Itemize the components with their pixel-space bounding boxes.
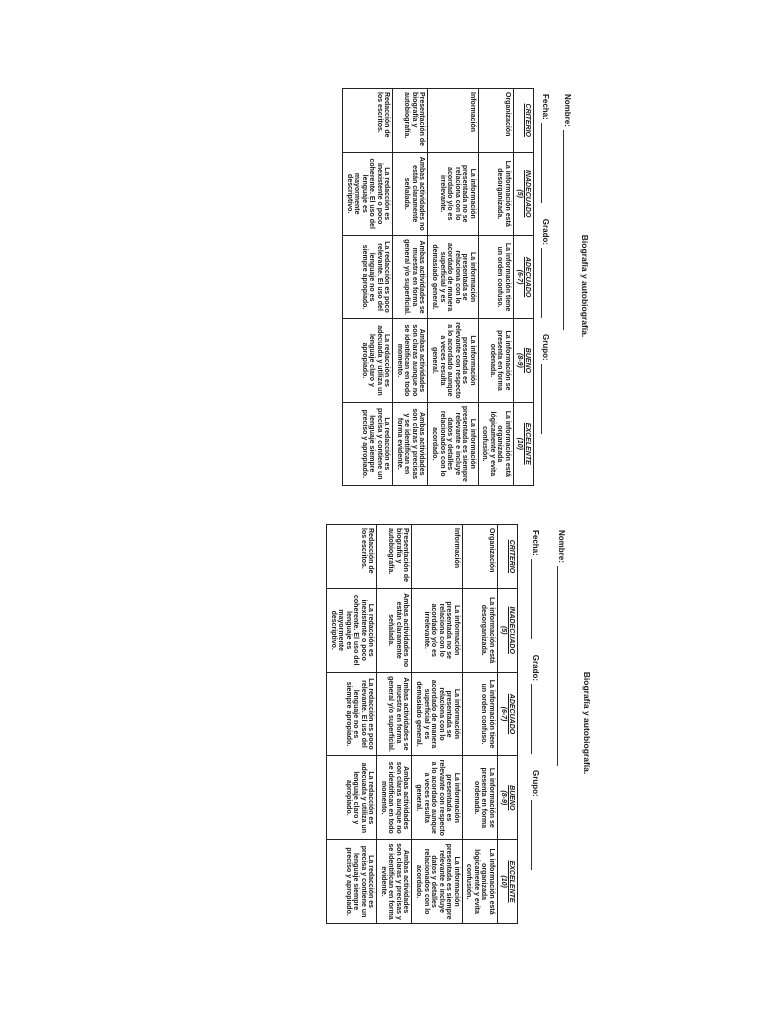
table-cell: La información presentada es siempre relevante e incluye datos y detalles relacionados con lo acordado. — [428, 402, 478, 485]
table-row — [462, 525, 497, 924]
header-bueno: BUENO (8-9) — [513, 319, 533, 402]
table-cell: La información está organizada lógicamente y evita confusión. — [478, 402, 513, 485]
nombre-line — [557, 566, 558, 766]
table-row — [393, 89, 428, 486]
header-row — [497, 525, 517, 924]
table-cell: La redacción es adecuada y utiliza un lenguaje claro y apropiado. — [342, 319, 392, 402]
table-row — [478, 89, 513, 486]
fecha-grado-grupo-row — [531, 530, 540, 920]
header-excelente: EXCELENTE (10) — [513, 402, 533, 485]
rubric-table — [342, 88, 534, 486]
table-row — [377, 525, 412, 924]
table-cell: Ambas actividades son claras aunque no se identifican en todo momento. — [393, 319, 428, 402]
table-cell: La información está desorganizada. — [478, 152, 513, 235]
grupo-field: Grupo: — [541, 334, 550, 434]
criterio-cell: Redacción de los escritos. — [326, 525, 376, 589]
criterio-cell: Información — [428, 89, 478, 153]
table-cell: La información tiene un orden confuso. — [462, 672, 497, 756]
table-cell: Ambas actividades se muestra en forma general y/o superficial. — [377, 672, 412, 756]
table-cell: La información está desorganizada. — [462, 588, 497, 672]
header-excelente: EXCELENTE (10) — [497, 840, 517, 924]
header-criterio: CRITERIO — [513, 89, 533, 153]
grado-field: Grado: — [541, 219, 550, 318]
table-cell: La información está organizada lógicamente y evita confusión. — [462, 840, 497, 924]
table-cell: La información se presenta en forma ordenada. — [478, 319, 513, 402]
table-cell: La información presentada es relevante con respecto a lo acordado aunque a veces resulta general. — [428, 319, 478, 402]
table-cell: Ambas actividades son claras y precisas y se identifican en forma evidente. — [393, 402, 428, 485]
nombre-field — [557, 530, 566, 920]
table-cell: La información presentada no se relaciona con lo acordado y/o es irrelevante. — [412, 588, 462, 672]
header-row — [513, 89, 533, 486]
table-cell: La información se presenta en forma ordenada. — [462, 756, 497, 840]
table-row — [342, 89, 392, 486]
table-cell: La redacción es precisa y contiene un lenguaje siempre preciso y apropiado. — [342, 402, 392, 485]
criterio-cell: Presentación de biografía y autobiografía. — [393, 89, 428, 153]
table-cell: La información presentada se relaciona con lo acordado de manera superficial y es demasiado general. — [412, 672, 462, 756]
fecha-field: Fecha: — [531, 530, 540, 639]
table-row — [428, 89, 478, 486]
criterio-cell: Redacción de los escritos. — [342, 89, 392, 153]
criterio-cell: Información — [412, 525, 462, 589]
table-cell: Ambas actividades no están claramente señalada. — [377, 588, 412, 672]
table-cell: La redacción es precisa y contiene un lenguaje siempre preciso y apropiado. — [326, 840, 376, 924]
table-cell: Ambas actividades son claras y precisas y se identifican en forma evidente. — [377, 840, 412, 924]
table-cell: La redacción es adecuada y utiliza un lenguaje claro y apropiado. — [326, 756, 376, 840]
grado-field: Grado: — [531, 655, 540, 754]
table-cell: La información presentada no se relaciona con lo acordado y/o es irrelevante. — [428, 152, 478, 235]
fecha-field: Fecha: — [541, 94, 550, 203]
header-adecuado: ADECUADO (6-7) — [513, 235, 533, 318]
table-row — [412, 525, 462, 924]
table-row — [326, 525, 376, 924]
nombre-label: Nombre: — [557, 530, 566, 563]
table-cell: La información presentada es relevante con respecto a lo acordado aunque a veces resulta general. — [412, 756, 462, 840]
nombre-field — [563, 94, 572, 482]
header-inadecuado: INADECUADO (5) — [497, 588, 517, 672]
header-bueno: BUENO (8-9) — [497, 756, 517, 840]
table-cell: La información presentada se relaciona con lo acordado de manera superficial y es demasiado general. — [428, 235, 478, 318]
rotated-page — [198, 82, 608, 490]
grupo-field: Grupo: — [531, 770, 540, 870]
table-cell: La redacción es poco relevante. El uso del lenguaje no es siempre apropiado. — [326, 672, 376, 756]
fecha-grado-grupo-row — [541, 94, 550, 482]
table-cell: La información presentada es siempre relevante e incluye datos y detalles relacionados con lo acordado. — [412, 840, 462, 924]
table-cell: La redacción es poco relevante. El uso del lenguaje no es siempre apropiado. — [342, 235, 392, 318]
table-cell: La información tiene un orden confuso. — [478, 235, 513, 318]
table-cell: Ambas actividades son claras aunque no se identifican en todo momento. — [377, 756, 412, 840]
document-title: Biografía y autobiografía. — [582, 671, 592, 775]
nombre-line — [563, 130, 564, 330]
document-page — [198, 82, 608, 490]
document-page — [132, 518, 610, 928]
table-cell: La redacción es inexistente o poco coherente. El uso del lenguaje es mayormente descriptivo. — [342, 152, 392, 235]
table-cell: Ambas actividades no están claramente señalada. — [393, 152, 428, 235]
table-cell: Ambas actividades se muestra en forma general y/o superficial. — [393, 235, 428, 318]
rotated-page — [132, 518, 610, 928]
document-title: Biografía y autobiografía. — [580, 234, 590, 338]
rubric-sheet-bottom — [200, 518, 678, 928]
criterio-cell: Organización — [462, 525, 497, 589]
rubric-table — [326, 524, 518, 924]
criterio-cell: Organización — [478, 89, 513, 153]
table-cell: La redacción es inexistente o poco coherente. El uso del lenguaje es mayormente descriptivo. — [326, 588, 376, 672]
nombre-label: Nombre: — [563, 94, 572, 127]
header-adecuado: ADECUADO (6-7) — [497, 672, 517, 756]
header-inadecuado: INADECUADO (5) — [513, 152, 533, 235]
criterio-cell: Presentación de biografía y autobiografía. — [377, 525, 412, 589]
header-criterio: CRITERIO — [497, 525, 517, 589]
rubric-sheet-top — [200, 82, 610, 490]
